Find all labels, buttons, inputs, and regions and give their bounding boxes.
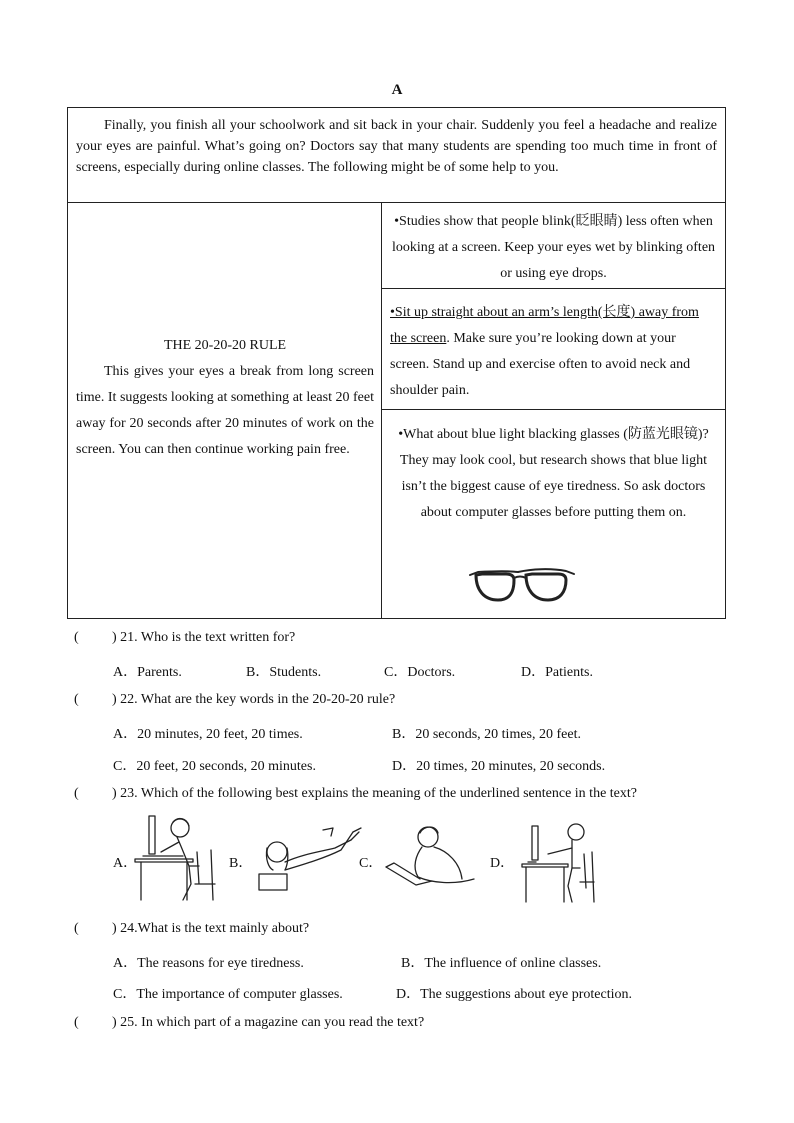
question-text: 23. Which of the following best explains the meaning of the underlined sentence in the text? [120, 786, 637, 801]
question-23 [74, 786, 637, 802]
option-a[interactable]: A．The reasons for eye tiredness. [113, 956, 304, 971]
option-a[interactable]: A．Parents. [113, 665, 182, 680]
passage-table [67, 107, 726, 619]
tip-blinking: •Studies show that people blink(眨眼睛) less often when looking at a screen. Keep your eyes wet by blinking often or using eye drops. [382, 203, 725, 289]
answer-blank-close: ) [112, 786, 117, 801]
option-a[interactable]: A． [113, 856, 138, 871]
option-a[interactable]: A．20 minutes, 20 feet, 20 times. [113, 727, 303, 742]
question-21 [74, 630, 295, 646]
option-d[interactable]: D．The suggestions about eye protection. [396, 987, 633, 1002]
underlined-sentence: •Sit up straight about an arm’s length(长度) away from the screen [390, 305, 699, 346]
option-d[interactable]: D．Patients. [521, 665, 593, 680]
answer-blank[interactable]: ( [74, 630, 79, 645]
rule-text: This gives your eyes a break from long screen time. It suggests looking at something at least 20 feet away for 20 seconds after 20 minutes of work on the screen. You can then continue working pain free. [76, 364, 374, 457]
option-c[interactable]: C． [359, 856, 383, 871]
answer-blank-close: ) [112, 692, 117, 707]
answer-blank[interactable]: ( [74, 786, 79, 801]
tip-blue-light: •What about blue light blacking glasses (防蓝光眼镜)? They may look cool, but research shows that blue light isn’t the biggest cause of eye tiredness. So ask doctors about computer glasses before putting them on. [398, 427, 709, 520]
tip-posture-rest: . Make sure you’re looking down at your screen. Stand up and exercise often to avoid neck and shoulder pain. [390, 331, 691, 398]
person-sitting-close-icon [133, 814, 223, 904]
answer-blank-close: ) [112, 1015, 117, 1030]
question-text: 21. Who is the text written for? [120, 630, 296, 645]
option-c[interactable]: C．20 feet, 20 seconds, 20 minutes. [113, 759, 316, 774]
passage-intro: Finally, you finish all your schoolwork and sit back in your chair. Suddenly you feel a headache and realize your eyes are painful. What’s going on? Doctors say that many students are spending too much time in front of screens, especially during online classes. The following might be of some help to you. [68, 108, 725, 203]
glasses-icon [448, 560, 588, 610]
rule-block [76, 333, 374, 463]
option-c[interactable]: C．The importance of computer glasses. [113, 987, 343, 1002]
option-d[interactable]: D．20 times, 20 minutes, 20 seconds. [392, 759, 606, 774]
option-b[interactable]: B．The influence of online classes. [401, 956, 602, 971]
question-text: 22. What are the key words in the 20-20-20 rule? [120, 692, 396, 707]
answer-blank[interactable]: ( [74, 921, 79, 936]
option-b[interactable]: B．20 seconds, 20 times, 20 feet. [392, 727, 581, 742]
question-text: 24.What is the text mainly about? [120, 921, 310, 936]
answer-blank-close: ) [112, 921, 117, 936]
girl-lying-laptop-icon [255, 824, 365, 894]
option-c[interactable]: C．Doctors. [384, 665, 456, 680]
rule-title: THE 20-20-20 RULE [163, 338, 287, 353]
tip-posture [382, 289, 725, 410]
question-22 [74, 692, 395, 708]
answer-blank[interactable]: ( [74, 692, 79, 707]
option-b[interactable]: B．Students. [246, 665, 322, 680]
question-24 [74, 921, 309, 937]
question-text: 25. In which part of a magazine can you read the text? [120, 1015, 425, 1030]
rule-cell [68, 203, 382, 618]
option-b[interactable]: B． [229, 856, 253, 871]
question-25 [74, 1015, 424, 1031]
answer-blank-close: ) [112, 630, 117, 645]
section-title: A [391, 82, 403, 98]
person-sitting-straight-icon [520, 818, 600, 906]
person-sitting-floor-icon [382, 823, 482, 895]
answer-blank[interactable]: ( [74, 1015, 79, 1030]
option-d[interactable]: D． [490, 856, 515, 871]
